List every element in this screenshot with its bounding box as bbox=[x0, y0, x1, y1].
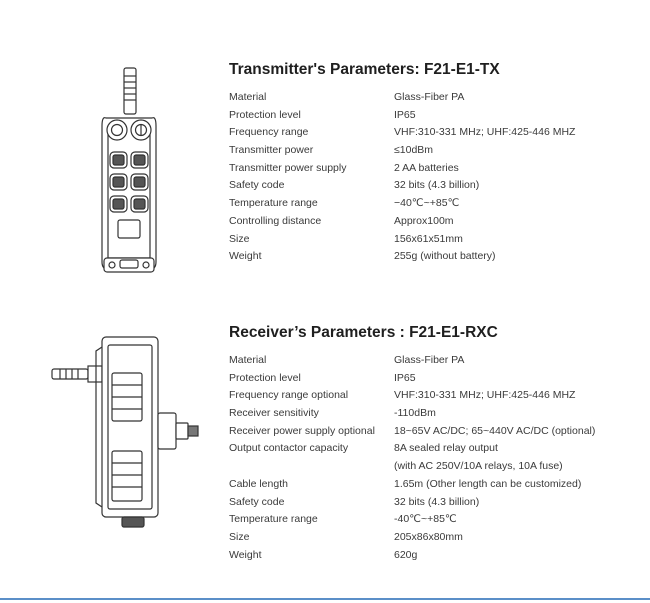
param-row-size bbox=[229, 233, 629, 251]
param-label: Cable length bbox=[229, 477, 288, 490]
param-value: 18~65V AC/DC; 65~440V AC/DC (optional) bbox=[394, 424, 596, 437]
param-label: Safety code bbox=[229, 179, 285, 192]
param-value: 32 bits (4.3 billion) bbox=[394, 179, 480, 192]
param-label: Output contactor capacity bbox=[229, 442, 349, 455]
param-label: Safety code bbox=[229, 495, 285, 508]
param-row-weight bbox=[229, 549, 629, 567]
param-row-power bbox=[229, 144, 629, 162]
param-value: -110dBm bbox=[394, 407, 436, 420]
param-value: VHF:310-331 MHz; UHF:425-446 MHZ bbox=[394, 126, 576, 139]
param-row-weight bbox=[229, 250, 629, 268]
param-value: 8A sealed relay output bbox=[394, 442, 498, 455]
param-value: -40℃~+85℃ bbox=[394, 513, 457, 526]
param-value: Approx100m bbox=[394, 214, 454, 227]
param-row-protection bbox=[229, 372, 629, 390]
param-value: −40℃~+85℃ bbox=[394, 197, 460, 210]
param-label: Frequency range optional bbox=[229, 389, 349, 402]
param-value: VHF:310-331 MHz; UHF:425-446 MHZ bbox=[394, 389, 576, 402]
param-label: Size bbox=[229, 232, 250, 245]
param-value: 32 bits (4.3 billion) bbox=[394, 495, 480, 508]
param-row-material bbox=[229, 91, 629, 109]
param-row-output-note bbox=[229, 460, 629, 478]
param-value: 1.65m (Other length can be customized) bbox=[394, 477, 582, 490]
param-value: 205x86x80mm bbox=[394, 530, 463, 543]
param-label: Receiver sensitivity bbox=[229, 407, 319, 420]
param-label: Size bbox=[229, 530, 250, 543]
param-label: Transmitter power bbox=[229, 144, 314, 157]
receiver-illustration bbox=[50, 333, 208, 533]
param-label: Receiver power supply optional bbox=[229, 424, 375, 437]
param-label: Temperature range bbox=[229, 513, 318, 526]
param-label: Frequency range bbox=[229, 126, 309, 139]
param-row-frequency bbox=[229, 389, 629, 407]
param-label: Material bbox=[229, 91, 267, 103]
param-value: Glass-Fiber PA bbox=[394, 354, 465, 366]
param-label: Protection level bbox=[229, 108, 301, 121]
param-label: Temperature range bbox=[229, 197, 318, 210]
param-row-power-supply bbox=[229, 425, 629, 443]
receiver-params bbox=[229, 354, 629, 566]
receiver-title: Receiver’s Parameters : F21-E1-RXC bbox=[229, 324, 498, 341]
param-value: Glass-Fiber PA bbox=[394, 91, 465, 103]
param-row-safety-code bbox=[229, 179, 629, 197]
param-row-sensitivity bbox=[229, 407, 629, 425]
param-row-distance bbox=[229, 215, 629, 233]
param-value: 620g bbox=[394, 548, 418, 561]
param-row-temperature bbox=[229, 197, 629, 215]
param-label: Weight bbox=[229, 250, 262, 263]
param-value: ≤10dBm bbox=[394, 144, 434, 157]
param-row-material bbox=[229, 354, 629, 372]
param-row-safety-code bbox=[229, 496, 629, 514]
bottom-divider bbox=[0, 598, 650, 600]
param-row-output-capacity bbox=[229, 442, 629, 460]
param-label: Weight bbox=[229, 548, 262, 561]
param-row-cable-length bbox=[229, 478, 629, 496]
transmitter-title: Transmitter's Parameters: F21-E1-TX bbox=[229, 61, 500, 78]
param-value: 2 AA batteries bbox=[394, 161, 459, 174]
param-value: 156x61x51mm bbox=[394, 232, 463, 245]
transmitter-params bbox=[229, 91, 629, 268]
param-label: Controlling distance bbox=[229, 214, 322, 227]
param-value: 255g (without battery) bbox=[394, 250, 496, 263]
param-row-frequency bbox=[229, 126, 629, 144]
param-label: Transmitter power supply bbox=[229, 161, 347, 174]
param-value: IP65 bbox=[394, 371, 416, 384]
param-row-size bbox=[229, 531, 629, 549]
param-row-temperature bbox=[229, 513, 629, 531]
param-label: Material bbox=[229, 354, 267, 366]
transmitter-illustration bbox=[96, 66, 162, 276]
param-value: (with AC 250V/10A relays, 10A fuse) bbox=[394, 460, 563, 473]
param-label: Protection level bbox=[229, 371, 301, 384]
param-value: IP65 bbox=[394, 108, 416, 121]
param-row-protection bbox=[229, 109, 629, 127]
param-row-power-supply bbox=[229, 162, 629, 180]
